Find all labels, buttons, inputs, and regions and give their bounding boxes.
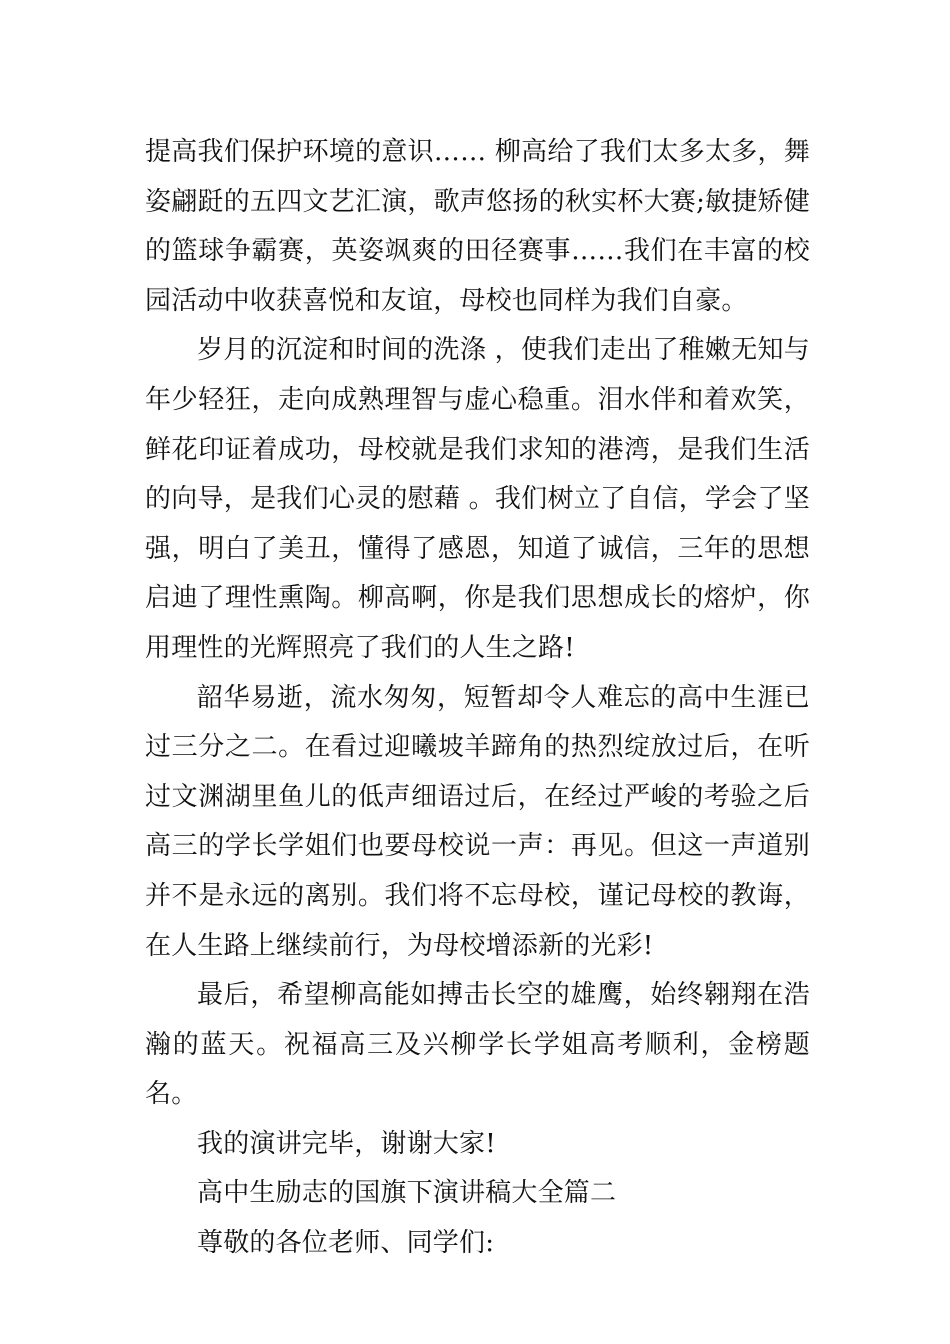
paragraph-thanks: 我的演讲完毕，谢谢大家!	[197, 1128, 496, 1159]
paragraph-closing-wish: 最后，希望柳高能如搏击长空的雄鹰，始终翱翔在浩瀚的蓝天。祝福高三及兴柳学长学姐高考顺利，金榜题名。	[145, 980, 810, 1110]
paragraph-continuation: 提高我们保护环境的意识…… 柳高给了我们太多太多，舞姿翩跹的五四文艺汇演，歌声悠扬的秋实杯大赛;敏捷矫健的篮球争霸赛，英姿飒爽的田径赛事……我们在丰富的校园活动中收获喜悦和友谊，母校也同样为我们自豪。	[145, 137, 810, 316]
paragraph-years: 岁月的沉淀和时间的洗涤 ，使我们走出了稚嫩无知与年少轻狂，走向成熟理智与虚心稳重。泪水伴和着欢笑，鲜花印证着成功，母校就是我们求知的港湾，是我们生活的向导，是我们心灵的慰藉 。我们树立了自信，学会了坚强，明白了美丑，懂得了感恩，知道了诚信，三年的思想启迪了理性熏陶。柳高啊，你是我们思想成长的熔炉，你用理性的光辉照亮了我们的人生之路!	[145, 335, 810, 663]
salutation: 尊敬的各位老师、同学们:	[197, 1228, 495, 1259]
body-text	[145, 128, 810, 1269]
paragraph-farewell: 韶华易逝，流水匆匆，短暂却令人难忘的高中生涯已过三分之二。在看过迎曦坡羊蹄角的热烈绽放过后，在听过文渊湖里鱼儿的低声细语过后，在经过严峻的考验之后高三的学长学姐们也要母校说一声：再见。但这一声道别并不是永远的离别。我们将不忘母校，谨记母校的教诲，在人生路上继续前行，为母校增添新的光彩!	[145, 682, 810, 961]
section-title: 高中生励志的国旗下演讲稿大全篇二	[197, 1178, 617, 1209]
